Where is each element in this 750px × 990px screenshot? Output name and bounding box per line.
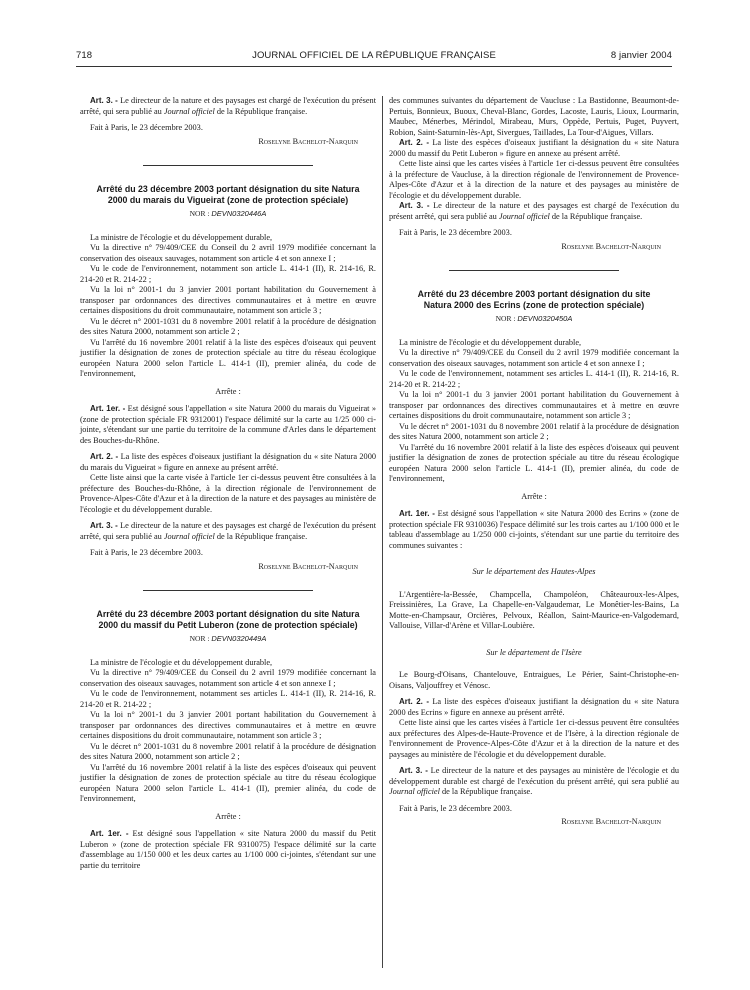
paragraph: La ministre de l'écologie et du développement durable, [90,232,273,242]
nor-reference: NOR : DEVN0320449A [189,634,267,643]
issue-date: 8 janvier 2004 [610,50,672,61]
paragraph: Vu la directive n° 79/409/CEE du Conseil du 2 avril 1979 modifiée concernant la conservation des oiseaux sauvages, notamment son article 4 et son annexe I ; [80,668,376,688]
signature: Roselyne Bachelot-Narquin [561,817,661,826]
page-number: 718 [76,50,93,61]
article-label: Art. 2. - [399,697,430,706]
paragraph: Art. 3. - Le directeur de la nature et des paysages est chargé de l'exécution du présent arrêté, qui sera publié au Journal officiel de la République française. [80,96,376,116]
paragraph: Art. 1er. - Est désigné sous l'appellation « site Natura 2000 du marais du Vigueirat » (zone de protection spéciale FR 9312001) l'espace délimité sur la carte au 1/25 000 ci-jointe, s'étendant sur une partie du territoire de la commune d'Arles dans le département des Bouches-du-Rhône. [80,404,376,445]
department-heading: Sur le département de l'Isère [486,647,582,657]
article-label: Art. 3. - [399,766,428,775]
paragraph: Vu l'arrêté du 16 novembre 2001 relatif à la liste des espèces d'oiseaux qui peuvent justifier la désignation de zones de protection spéciale au titre du réseau écologique européen Natura 2000 selon l'article L. 414-1 (II), premier alinéa, du code de l'environnement, [80,337,376,378]
paragraph: Vu la loi n° 2001-1 du 3 janvier 2001 portant habilitation du Gouvernement à transposer par ordonnances des directives communautaires et à mettre en œuvre certaines dispositions du droit communautaire, notamment son article 3 ; [389,390,679,420]
decree-title: Arrêté du 23 décembre 2003 portant désignation du site Natura 2000 des Ecrins (zone de protection spéciale) [417,289,651,310]
decree-title: Arrêté du 23 décembre 2003 portant désignation du site Natura 2000 du marais du Vigueirat (zone de protection spéciale) [96,184,360,205]
paragraph: Art. 2. - La liste des espèces d'oiseaux justifiant la désignation du « site Natura 2000 du marais du Vigueirat » figure en annexe au présent arrêté. [80,452,377,472]
decree-title: Arrêté du 23 décembre 2003 portant désignation du site Natura 2000 du massif du Petit Luberon (zone de protection spéciale) [96,609,360,630]
paragraph: Cette liste ainsi que les cartes visées à l'article 1er ci-dessus peuvent être consultées aux préfectures des Alpes-de-Haute-Provence et de l'Isère, à la direction régionale de l'environnement de Provence-Alpes-Côte d'Azur et à la direction de la nature et des paysages au ministère de l'écologie et du développement durable. [389,718,679,759]
paragraph: Vu le code de l'environnement, notamment ses articles L. 414-1 (II), R. 214-16, R. 214-20 et R. 214-22 ; [80,689,376,709]
article-label: Art. 2. - [90,452,119,461]
paragraph: Vu le code de l'environnement, notamment son article L. 414-1 (II), R. 214-16, R. 214-20 et R. 214-22 ; [80,264,376,284]
nor-reference: NOR : DEVN0320450A [495,314,573,323]
arrete-heading: Arrête : [215,811,241,821]
article-label: Art. 3. - [90,96,118,105]
paragraph: Vu la loi n° 2001-1 du 3 janvier 2001 portant habilitation du Gouvernement à transposer par ordonnances des directives communautaires et à mettre en œuvre certaines dispositions du droit communautaire, notamment son article 3 ; [80,285,376,315]
paragraph: Art. 3. - Le directeur de la nature et des paysages est chargé de l'exécution du présent arrêté, qui sera publié au Journal officiel de la République française. [80,521,376,541]
column-divider [382,96,383,968]
commune-list: L'Argentière-la-Bessée, Champcella, Champoléon, Châteauroux-les-Alpes, Freissinières, La Grave, La Chapelle-en-Valgaudemar, Le Monêtier-les-Bains, La Motte-en-Champsaur, Orcières, Pelvoux, Réallon, Saint-Maurice-en-Valgodemard, Vallouise, Villar-d'Arène et Villar-Loubière. [389,589,679,630]
paragraph: Vu le décret n° 2001-1031 du 8 novembre 2001 relatif à la procédure de désignation des sites Natura 2000, notamment son article 2 ; [389,421,679,441]
paragraph: des communes suivantes du département de Vaucluse : La Bastidonne, Beaumont-de-Pertuis, Bonnieux, Buoux, Cheval-Blanc, Gordes, Lacoste, Lauris, Lioux, Lourmarin, Maubec, Ménerbes, Mérindol, Mirabeau, Murs, Oppède, Pertuis, Puget, Puyvert, Robion, Saint-Saturnin-lès-Apt, Sivergues, Taillades, La Tour-d'Aigues, Villars. [389,96,679,137]
place-date: Fait à Paris, le 23 décembre 2003. [90,123,203,132]
place-date: Fait à Paris, le 23 décembre 2003. [90,548,203,557]
paragraph: Art. 1er. - Est désigné sous l'appellation « site Natura 2000 des Ecrins » (zone de protection spéciale FR 9310036) l'espace délimité sur les trois cartes au 1/100 000 et le tableau d'assemblage au 1/250 000 ci-joints, s'étendant sur une partie du territoire des communes suivantes : [389,509,679,550]
paragraph: Vu la loi n° 2001-1 du 3 janvier 2001 portant habilitation du Gouvernement à transposer par ordonnances des directives communautaires et à mettre en œuvre certaines dispositions du droit communautaire, notamment son article 3 ; [80,710,376,740]
page-header [76,50,672,64]
paragraph: Art. 2. - La liste des espèces d'oiseaux justifiant la désignation du « site Natura 2000 du massif du Petit Luberon » figure en annexe au présent arrêté. [389,138,679,158]
paragraph: Art. 3. - Le directeur de la nature et des paysages au ministère de l'écologie et du développement durable est chargé de l'exécution du présent arrêté, qui sera publié au Journal officiel de la République française. [389,766,679,796]
place-date: Fait à Paris, le 23 décembre 2003. [399,803,512,813]
paragraph: Vu le code de l'environnement, notamment ses articles L. 414-1 (II), R. 214-16, R. 214-20 et R. 214-22 ; [389,369,679,389]
article-label: Art. 2. - [399,138,430,147]
article-label: Art. 3. - [90,521,118,530]
signature: Roselyne Bachelot-Narquin [561,241,661,251]
separator-rule [449,270,619,271]
right-column [389,96,679,830]
paragraph: Art. 2. - La liste des espèces d'oiseaux justifiant la désignation du « site Natura 2000 des Ecrins » figure en annexe au présent arrêté. [389,697,679,717]
separator-rule [143,590,313,591]
signature: Roselyne Bachelot-Narquin [258,136,358,146]
paragraph: Vu la directive n° 79/409/CEE du Conseil du 2 avril 1979 modifiée concernant la conservation des oiseaux sauvages, notamment son article 4 et son annexe I ; [389,348,679,368]
paragraph: La ministre de l'écologie et du développement durable, [90,657,273,667]
place-date: Fait à Paris, le 23 décembre 2003. [399,228,512,237]
paragraph: La ministre de l'écologie et du développement durable, [399,337,582,347]
nor-reference: NOR : DEVN0320446A [189,209,267,218]
commune-list: Le Bourg-d'Oisans, Chantelouve, Entraigues, Le Périer, Saint-Christophe-en-Oisans, Valjouffrey et Vénosc. [389,670,679,690]
article-label: Art. 1er. - [399,509,435,518]
paragraph: Cette liste ainsi que la carte visée à l'article 1er ci-dessus peuvent être consultées à la préfecture des Bouches-du-Rhône, à la direction régionale de l'environnement de Provence-Alpes-Côte d'Azur et à la direction de la nature et des paysages au ministère de l'écologie et du développement durable. [80,473,376,514]
article-label: Art. 3. - [399,201,430,210]
department-heading: Sur le département des Hautes-Alpes [472,567,596,576]
left-column [80,96,376,871]
paragraph: Art. 1er. - Est désigné sous l'appellation « site Natura 2000 du massif du Petit Luberon » (zone de protection spéciale FR 9310075) l'espace délimité sur la carte d'assemblage au 1/150 000 et les deux cartes au 1/100 000 ci-jointes, s'étendant sur une partie du territoire [80,829,377,870]
paragraph: Vu l'arrêté du 16 novembre 2001 relatif à la liste des espèces d'oiseaux qui peuvent justifier la désignation de zones de protection spéciale au titre du réseau écologique européen Natura 2000 selon l'article L. 414-1 (II), premier alinéa, du code de l'environnement, [389,442,679,483]
article-label: Art. 1er. - [90,829,129,838]
paragraph: Vu l'arrêté du 16 novembre 2001 relatif à la liste des espèces d'oiseaux qui peuvent justifier la désignation de zones de protection spéciale au titre du réseau écologique européen Natura 2000 selon l'article L. 414-1 (II), premier alinéa, du code de l'environnement, [80,762,376,803]
paragraph: Art. 3. - Le directeur de la nature et des paysages est chargé de l'exécution du présent arrêté, qui sera publié au Journal officiel de la République française. [389,201,679,221]
arrete-heading: Arrête : [521,491,547,501]
paragraph: Vu la directive n° 79/409/CEE du Conseil du 2 avril 1979 modifiée concernant la conservation des oiseaux sauvages, notamment son article 4 et son annexe I ; [80,243,376,263]
header-rule [76,66,672,67]
paragraph: Vu le décret n° 2001-1031 du 8 novembre 2001 relatif à la procédure de désignation des sites Natura 2000, notamment son article 2 ; [80,741,376,761]
signature: Roselyne Bachelot-Narquin [258,561,358,571]
journal-title: JOURNAL OFFICIEL DE LA RÉPUBLIQUE FRANÇAISE [252,50,496,61]
paragraph: Cette liste ainsi que les cartes visées à l'article 1er ci-dessus peuvent être consultées à la préfecture de Vaucluse, à la direction régionale de l'environnement de Provence-Alpes-Côte d'Azur et à la direction de la nature et des paysages au ministère de l'écologie et du développement durable. [389,159,679,200]
article-label: Art. 1er. - [90,404,126,413]
paragraph: Vu le décret n° 2001-1031 du 8 novembre 2001 relatif à la procédure de désignation des sites Natura 2000, notamment son article 2 ; [80,316,376,336]
separator-rule [143,165,313,166]
arrete-heading: Arrête : [215,386,241,396]
